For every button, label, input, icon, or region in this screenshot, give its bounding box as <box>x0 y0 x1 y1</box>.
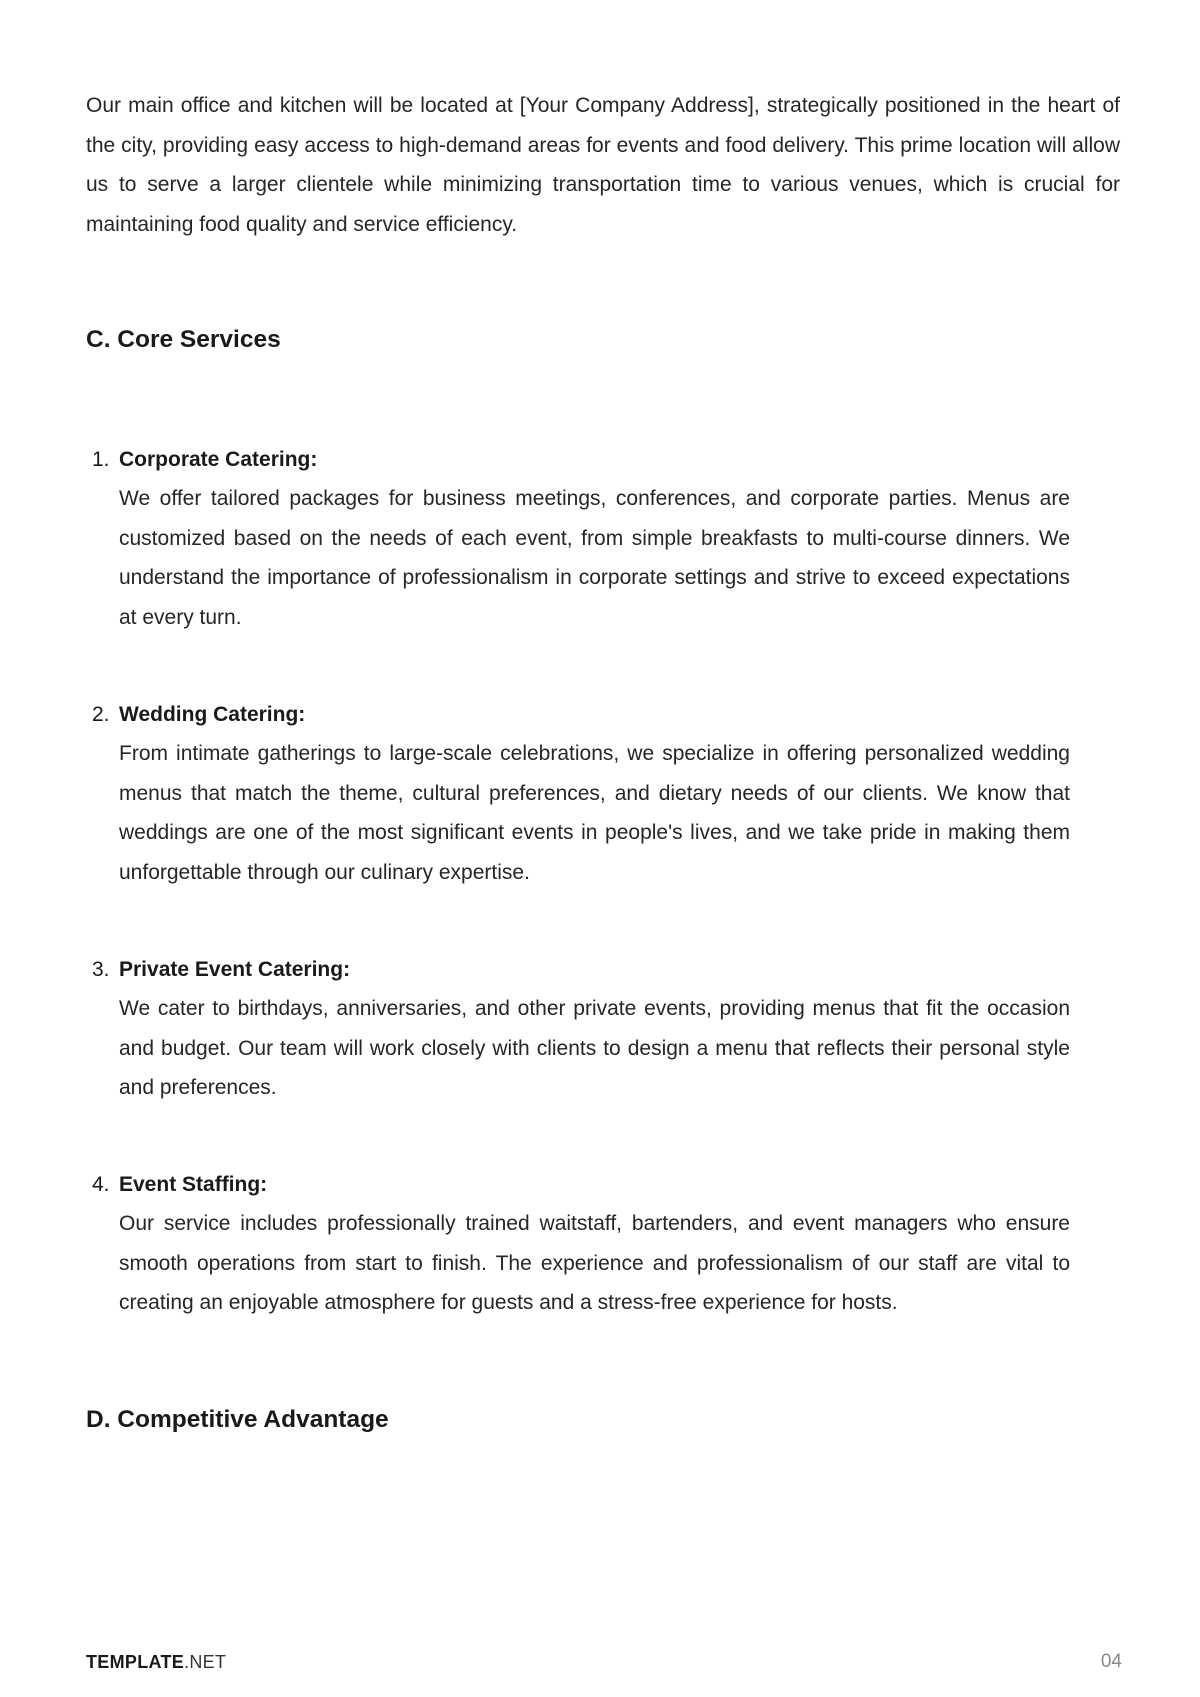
service-item-private-event-catering <box>92 955 1070 1108</box>
footer-brand-bold: TEMPLATE <box>86 1652 185 1672</box>
page-number: 04 <box>1100 1651 1122 1672</box>
service-item-number: 2. <box>92 703 110 726</box>
service-item-event-staffing <box>92 1170 1070 1323</box>
service-item-wedding-catering <box>92 700 1070 892</box>
service-item-title: Private Event Catering: <box>119 958 351 981</box>
service-item-number: 4. <box>92 1173 110 1196</box>
service-item-number: 3. <box>92 958 110 981</box>
section-heading-competitive-advantage: D. Competitive Advantage <box>86 1406 389 1433</box>
service-item-description: Our service includes professionally trained waitstaff, bartenders, and event managers who ensure smooth operations from start to finish. The experience and professionalism of our staff are vital to creating an enjoyable atmosphere for guests and a stress-free experience for hosts. <box>119 1212 1070 1314</box>
service-item-header <box>92 700 1070 730</box>
service-item-description: We offer tailored packages for business meetings, conferences, and corporate parties. Menus are customized based on the needs of each event, from simple breakfasts to multi-course dinners. We understand the importance of professionalism in corporate settings and strive to exceed expectations at every turn. <box>119 487 1070 629</box>
service-item-description: From intimate gatherings to large-scale celebrations, we specialize in offering personalized wedding menus that match the theme, cultural preferences, and dietary needs of our clients. We know that weddings are one of the most significant events in people's lives, and we take pride in making them unforgettable through our culinary expertise. <box>119 742 1070 884</box>
footer-brand-logo <box>86 1652 226 1673</box>
intro-paragraph: Our main office and kitchen will be located at [Your Company Address], strategically positioned in the heart of the city, providing easy access to high-demand areas for events and food delivery. This prime location will allow us to serve a larger clientele while minimizing transportation time to various venues, which is crucial for maintaining food quality and service efficiency. <box>86 94 1120 236</box>
service-item-number: 1. <box>92 448 110 471</box>
service-item-title: Event Staffing: <box>119 1173 268 1196</box>
service-item-header <box>92 955 1070 985</box>
service-item-title: Corporate Catering: <box>119 448 318 471</box>
service-item-header <box>92 1170 1070 1200</box>
service-item-header <box>92 445 1070 475</box>
section-heading-core-services: C. Core Services <box>86 326 281 353</box>
service-item-description: We cater to birthdays, anniversaries, and other private events, providing menus that fit the occasion and budget. Our team will work closely with clients to design a menu that reflects their personal style and preferences. <box>119 997 1070 1099</box>
service-item-corporate-catering <box>92 445 1070 637</box>
service-item-title: Wedding Catering: <box>119 703 306 726</box>
footer-brand-light: .NET <box>184 1652 227 1672</box>
